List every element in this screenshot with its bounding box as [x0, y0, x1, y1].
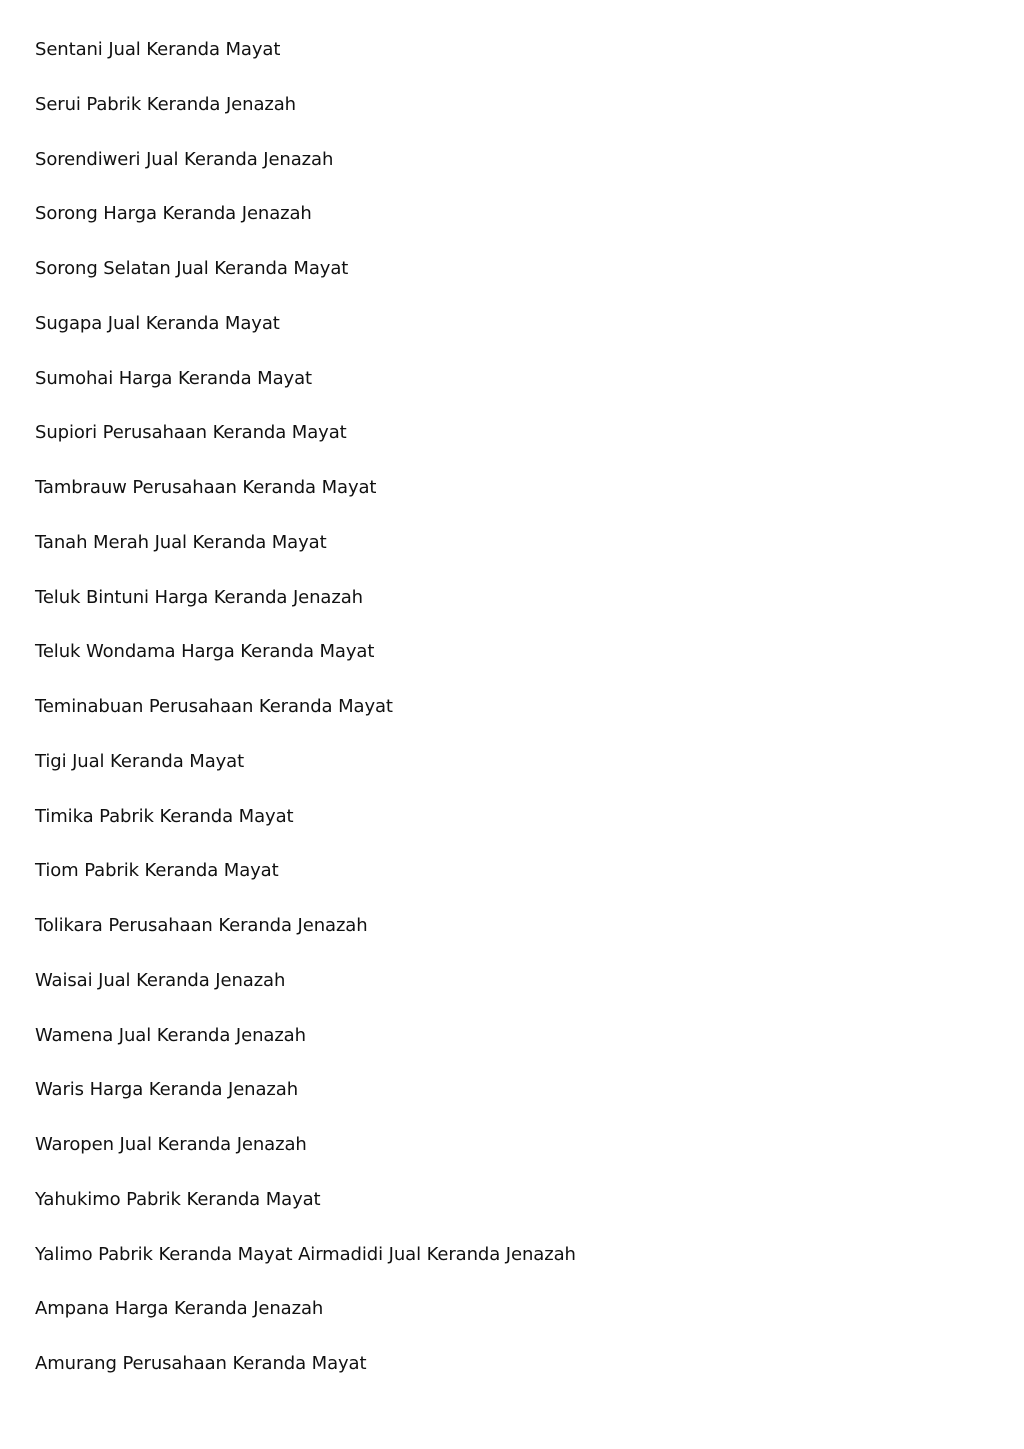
text-line: Yahukimo Pabrik Keranda Mayat [35, 1188, 321, 1210]
text-line: Sorong Selatan Jual Keranda Mayat [35, 258, 349, 279]
text-line: Timika Pabrik Keranda Mayat [35, 805, 294, 827]
text-line: Tiom Pabrik Keranda Mayat [35, 860, 279, 882]
text-line: Waisai Jual Keranda Jenazah [35, 969, 286, 991]
text-line: Wamena Jual Keranda Jenazah [35, 1024, 306, 1046]
text-line: Sentani Jual Keranda Mayat [35, 39, 281, 60]
text-line: Supiori Perusahaan Keranda Mayat [35, 422, 347, 444]
text-line: Sorendiweri Jual Keranda Jenazah [35, 148, 334, 170]
text-line: Amurang Perusahaan Keranda Mayat [35, 1353, 367, 1374]
text-line: Teluk Wondama Harga Keranda Mayat [35, 641, 375, 663]
text-line: Sorong Harga Keranda Jenazah [35, 203, 312, 225]
text-line-list [35, 36, 576, 1405]
text-line: Teminabuan Perusahaan Keranda Mayat [35, 696, 393, 717]
text-line: Ampana Harga Keranda Jenazah [35, 1298, 324, 1320]
text-line: Tambrauw Perusahaan Keranda Mayat [35, 477, 377, 498]
text-line: Yalimo Pabrik Keranda Mayat Airmadidi Jual Keranda Jenazah [35, 1243, 576, 1265]
text-line: Waropen Jual Keranda Jenazah [35, 1134, 307, 1155]
text-line: Sumohai Harga Keranda Mayat [35, 367, 312, 389]
text-line: Tanah Merah Jual Keranda Mayat [35, 531, 327, 553]
text-line: Waris Harga Keranda Jenazah [35, 1079, 299, 1101]
text-line: Tigi Jual Keranda Mayat [35, 750, 245, 772]
text-line: Teluk Bintuni Harga Keranda Jenazah [35, 586, 363, 608]
text-line: Sugapa Jual Keranda Mayat [35, 312, 280, 334]
text-line: Serui Pabrik Keranda Jenazah [35, 93, 296, 115]
text-line: Tolikara Perusahaan Keranda Jenazah [35, 915, 368, 936]
